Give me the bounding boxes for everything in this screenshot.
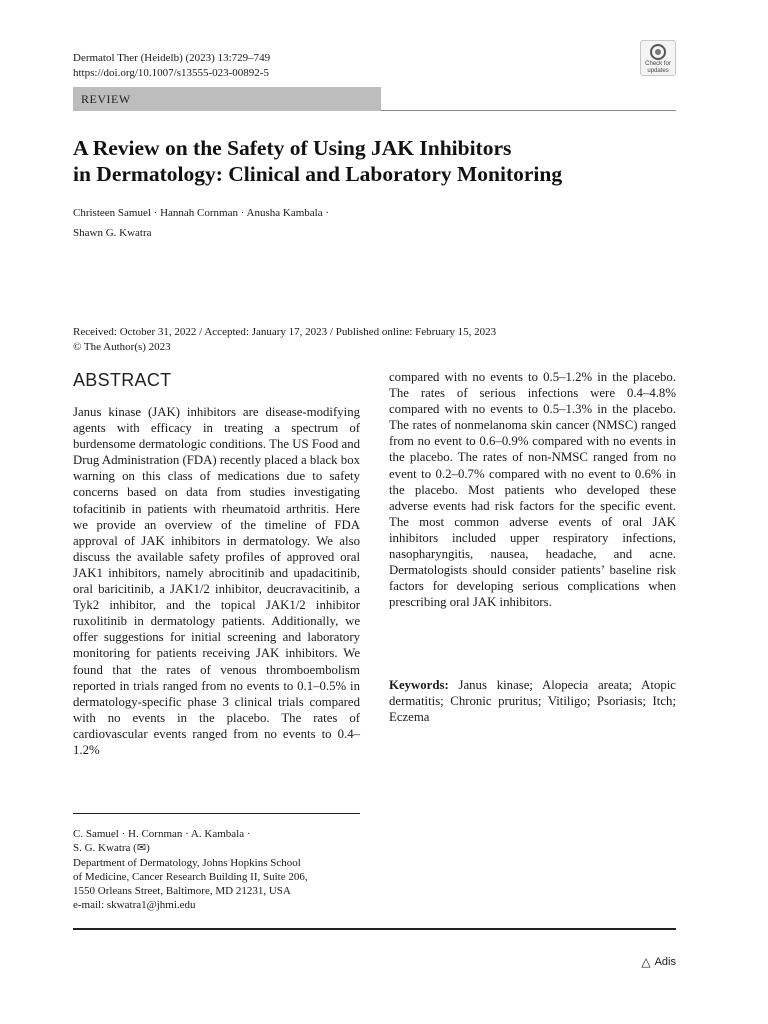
author-line-2: Shawn G. Kwatra bbox=[73, 227, 152, 239]
check-for-updates-badge[interactable] bbox=[640, 40, 676, 76]
affiliation-line-1: C. Samuel · H. Cornman · A. Kambala · bbox=[73, 828, 251, 840]
title-line-2: in Dermatology: Clinical and Laboratory Monitoring bbox=[73, 162, 563, 186]
journal-citation: Dermatol Ther (Heidelb) (2023) 13:729–749 bbox=[73, 52, 271, 64]
journal-info bbox=[73, 51, 270, 81]
dates-line: Received: October 31, 2022 / Accepted: January 17, 2023 / Published online: February 15, 2023 bbox=[73, 326, 497, 338]
publisher-logo bbox=[641, 956, 676, 968]
abstract-heading: ABSTRACT bbox=[73, 370, 172, 390]
keywords bbox=[389, 677, 676, 725]
affiliation-email[interactable]: e-mail: skwatra1@jhmi.edu bbox=[73, 899, 196, 912]
header-rule bbox=[381, 110, 676, 111]
author-line-1: Christeen Samuel · Hannah Cornman · Anusha Kambala · bbox=[73, 207, 329, 219]
badge-line-2: updates bbox=[647, 67, 669, 74]
affiliation-line-2: S. G. Kwatra (✉) bbox=[73, 842, 150, 855]
footer-rule bbox=[73, 928, 676, 930]
affiliation-line-3: Department of Dermatology, Johns Hopkins School bbox=[73, 856, 301, 869]
affiliation-line-4: of Medicine, Cancer Research Building II, Suite 206, bbox=[73, 870, 308, 883]
check-updates-icon bbox=[650, 44, 666, 60]
keywords-label: Keywords: bbox=[389, 678, 449, 692]
title-line-1: A Review on the Safety of Using JAK Inhibitors bbox=[73, 136, 512, 160]
article-title bbox=[73, 135, 683, 187]
affiliation-line-5: 1550 Orleans Street, Baltimore, MD 21231, USA bbox=[73, 885, 291, 898]
footnote-rule bbox=[73, 813, 360, 814]
doi-link[interactable]: https://doi.org/10.1007/s13555-023-00892-5 bbox=[73, 67, 269, 79]
abstract-text-left: Janus kinase (JAK) inhibitors are disease-modifying agents with efficacy in treating a spectrum of burdensome dermatologic conditions. The US Food and Drug Administration (FDA) recently placed a black box warning on this class of medications due to safety concerns based on data from studies investigating tofacitinib in patients with rheumatoid arthritis. Here we provide an overview of the timeline of FDA approval of JAK inhibitors in dermatology. We also discuss the available safety profiles of approved oral JAK1 inhibitors, namely abrocitinib and upadacitinib, oral baricitinib, a JAK1/2 inhibitor, deucravacitinib, a Tyk2 inhibitor, and the topical JAK1/2 inhibitor ruxolitinib in dermatology patients. Additionally, we offer suggestions for initial screening and laboratory monitoring for patients receiving JAK inhibitors. We found that the rates of venous thromboembolism reported in trials ranged from no events to 0.1–0.5% in dermatology-specific phase 3 clinical trials compared with no events in the placebo. The rates of cardiovascular events ranged from no events to 0.4–1.2% bbox=[73, 405, 360, 757]
author-list bbox=[73, 203, 329, 243]
publisher-name: Adis bbox=[654, 956, 676, 968]
adis-triangle-icon: △ bbox=[641, 955, 651, 969]
publication-dates bbox=[73, 325, 496, 355]
affiliation bbox=[73, 827, 308, 913]
badge-line-1: Check for bbox=[645, 61, 671, 67]
copyright-line: © The Author(s) 2023 bbox=[73, 341, 171, 353]
section-label bbox=[73, 87, 381, 111]
keywords-text: Janus kinase; Alopecia areata; Atopic dermatitis; Chronic pruritus; Vitiligo; Psoriasis; Itch; Eczema bbox=[389, 678, 676, 725]
abstract-text-right: compared with no events to 0.5–1.2% in the placebo. The rates of serious infections were 0.4–4.8% compared with no events to 0.5–1.3% in the placebo. The rates of nonmelanoma skin cancer (NMSC) ranged from no event to 0.6–0.9% compared with no events in the placebo. The rates of non-NMSC ranged from no event to 0.2–0.7% compared with no event to 0.6% in the placebo. Most patients who developed these adverse events had risk factors for the specific event. The most common adverse events of oral JAK inhibitors included upper respiratory infections, nasopharyngitis, nausea, headache, and acne. Dermatologists should consider patients’ baseline risk factors for developing serious complications when prescribing oral JAK inhibitors. bbox=[389, 370, 676, 610]
section-label-text: REVIEW bbox=[81, 91, 131, 106]
